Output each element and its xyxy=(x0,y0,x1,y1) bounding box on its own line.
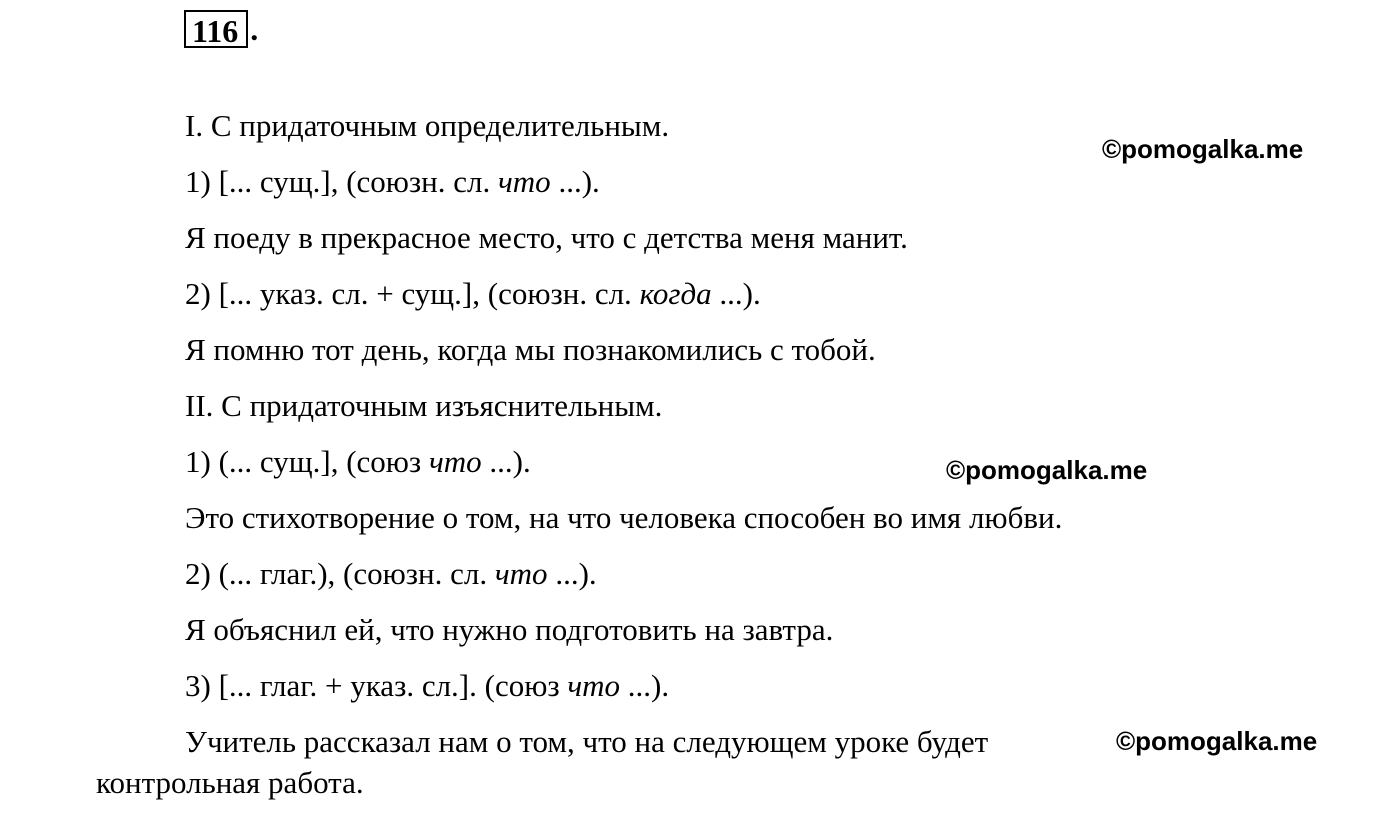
scheme-conjunction: когда xyxy=(639,276,712,311)
scheme-text: 1) (... сущ.], (союз xyxy=(185,444,429,479)
example-sentence-2: Я помню тот день, когда мы познакомились с тобой. xyxy=(185,332,876,367)
section-heading-2: II. С придаточным изъяснительным. xyxy=(185,388,663,423)
scheme-text: 3) [... глаг. + указ. сл.]. (союз xyxy=(185,668,568,703)
scheme-line-2 xyxy=(185,274,761,314)
exercise-number-box: 116 xyxy=(184,10,248,48)
scheme-conjunction: что xyxy=(567,668,621,703)
scheme-text: ...). xyxy=(550,164,600,199)
scheme-line-1 xyxy=(185,162,600,202)
example-sentence-5: Учитель рассказал нам о том, что на следующем уроке будет xyxy=(185,724,989,759)
watermark: ©pomogalka.me xyxy=(1116,726,1318,756)
scheme-line-4 xyxy=(185,554,597,594)
scheme-text: 1) [... сущ.], (союзн. сл. xyxy=(185,164,498,199)
watermark: ©pomogalka.me xyxy=(1102,134,1304,164)
exercise-number-dot: . xyxy=(250,11,259,47)
scheme-text: ...). xyxy=(711,276,761,311)
scheme-conjunction: что xyxy=(428,444,482,479)
example-sentence-5-continuation: контрольная работа. xyxy=(96,765,364,800)
section-heading-1: I. С придаточным определительным. xyxy=(185,108,670,143)
scheme-line-5 xyxy=(185,666,669,706)
scheme-text: 2) [... указ. сл. + сущ.], (союзн. сл. xyxy=(185,276,640,311)
watermark: ©pomogalka.me xyxy=(946,455,1148,485)
scheme-conjunction: что xyxy=(494,556,548,591)
scheme-text: ...). xyxy=(620,668,670,703)
scheme-line-3 xyxy=(185,442,531,482)
scheme-text: ...). xyxy=(547,556,597,591)
example-sentence-1: Я поеду в прекрасное место, что с детства меня манит. xyxy=(185,220,908,255)
scheme-text: 2) (... глаг.), (союзн. сл. xyxy=(185,556,495,591)
example-sentence-3: Это стихотворение о том, на что человека способен во имя любви. xyxy=(185,500,1063,535)
scheme-text: ...). xyxy=(481,444,531,479)
example-sentence-4: Я объяснил ей, что нужно подготовить на завтра. xyxy=(185,612,834,647)
scheme-conjunction: что xyxy=(498,164,551,199)
exercise-number xyxy=(184,10,258,48)
